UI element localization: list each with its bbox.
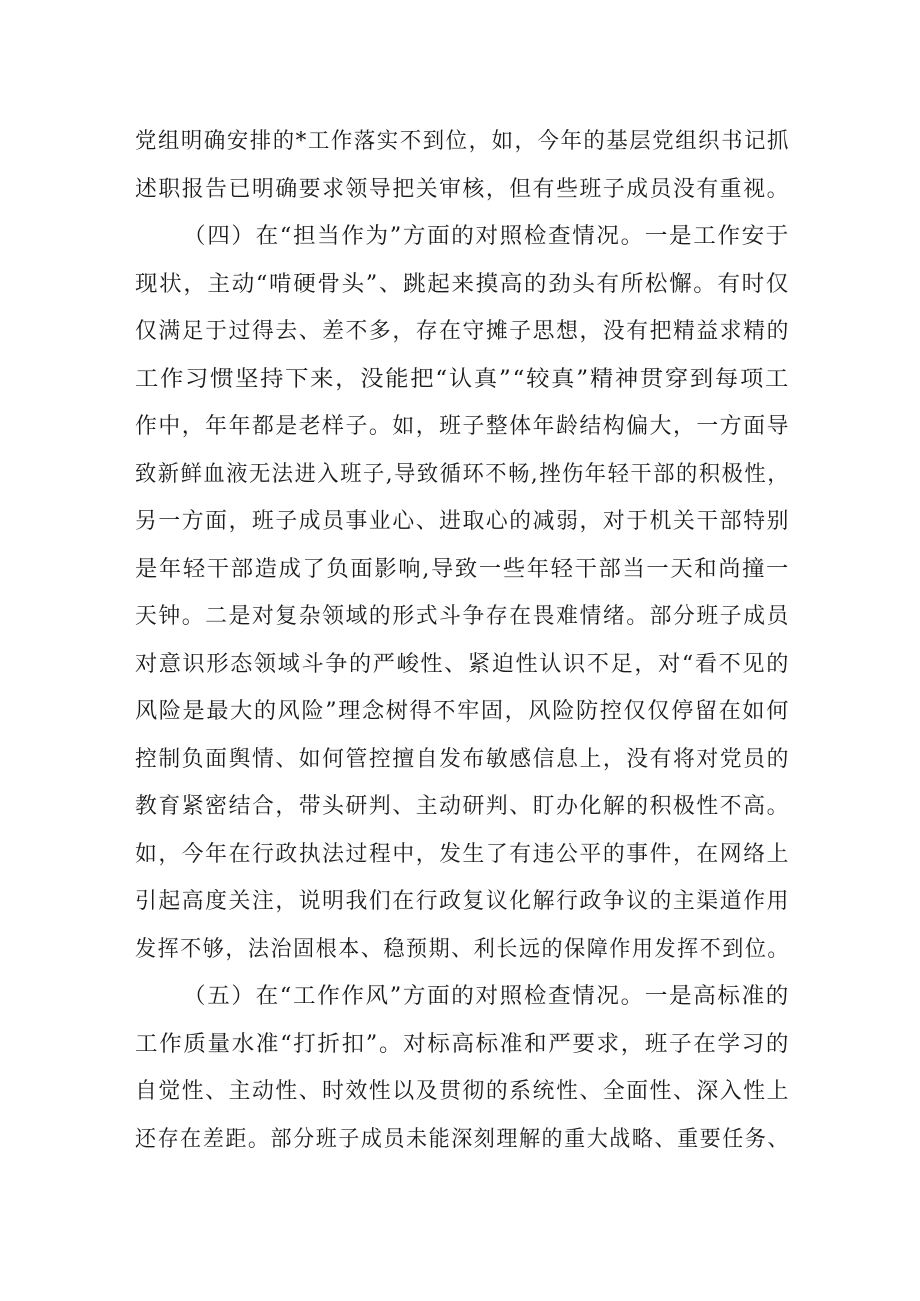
text-line: 是年轻干部造成了负面影响,导致一些年轻干部当一天和尚撞一 [135,556,790,582]
text-line: 仅满足于过得去、差不多，存在守摊子思想，没有把精益求精的 [135,319,790,344]
text-line: 引起高度关注，说明我们在行政复议化解行政争议的主渠道作用 [135,889,790,914]
text-line: 述职报告已明确要求领导把关审核，但有些班子成员没有重视。 [135,176,790,202]
text-line: 致新鲜血液无法进入班子,导致循环不畅,挫伤年轻干部的积极性， [135,461,790,487]
text-line: 教育紧密结合，带头研判、主动研判、盯办化解的积极性不高。 [135,794,790,819]
text-line: （五）在“工作作风”方面的对照检查情况。一是高标准的 [183,984,790,1009]
text-line: 发挥不够，法治固根本、稳预期、利长远的保障作用发挥不到位。 [135,936,790,962]
text-line: 工作习惯坚持下来，没能把“认真”“较真”精神贯穿到每项工 [135,366,790,392]
text-line: 控制负面舆情、如何管控擅自发布敏感信息上，没有将对党员的 [135,746,790,772]
text-line: 还存在差距。部分班子成员未能深刻理解的重大战略、重要任务、 [135,1126,790,1152]
text-line: 党组明确安排的*工作落实不到位，如，今年的基层党组织书记抓 [135,129,790,154]
document-body [135,118,790,1163]
text-line: 风险是最大的风险”理念树得不牢固，风险防控仅仅停留在如何 [135,699,790,724]
text-line: 对意识形态领域斗争的严峻性、紧迫性认识不足，对“看不见的 [135,651,790,677]
text-line: （四）在“担当作为”方面的对照检查情况。一是工作安于 [183,224,790,249]
text-line: 天钟。二是对复杂领域的形式斗争存在畏难情绪。部分班子成员 [135,604,790,629]
text-line: 另一方面，班子成员事业心、进取心的减弱，对于机关干部特别 [135,509,790,534]
text-line: 工作质量水准“打折扣”。对标高标准和严要求，班子在学习的 [135,1031,790,1057]
text-line: 作中，年年都是老样子。如，班子整体年龄结构偏大，一方面导 [135,414,790,439]
text-line: 自觉性、主动性、时效性以及贯彻的系统性、全面性、深入性上 [135,1079,790,1104]
text-line: 现状，主动“啃硬骨头”、跳起来摸高的劲头有所松懈。有时仅 [135,271,790,297]
text-line: 如，今年在行政执法过程中，发生了有违公平的事件，在网络上 [135,841,790,867]
